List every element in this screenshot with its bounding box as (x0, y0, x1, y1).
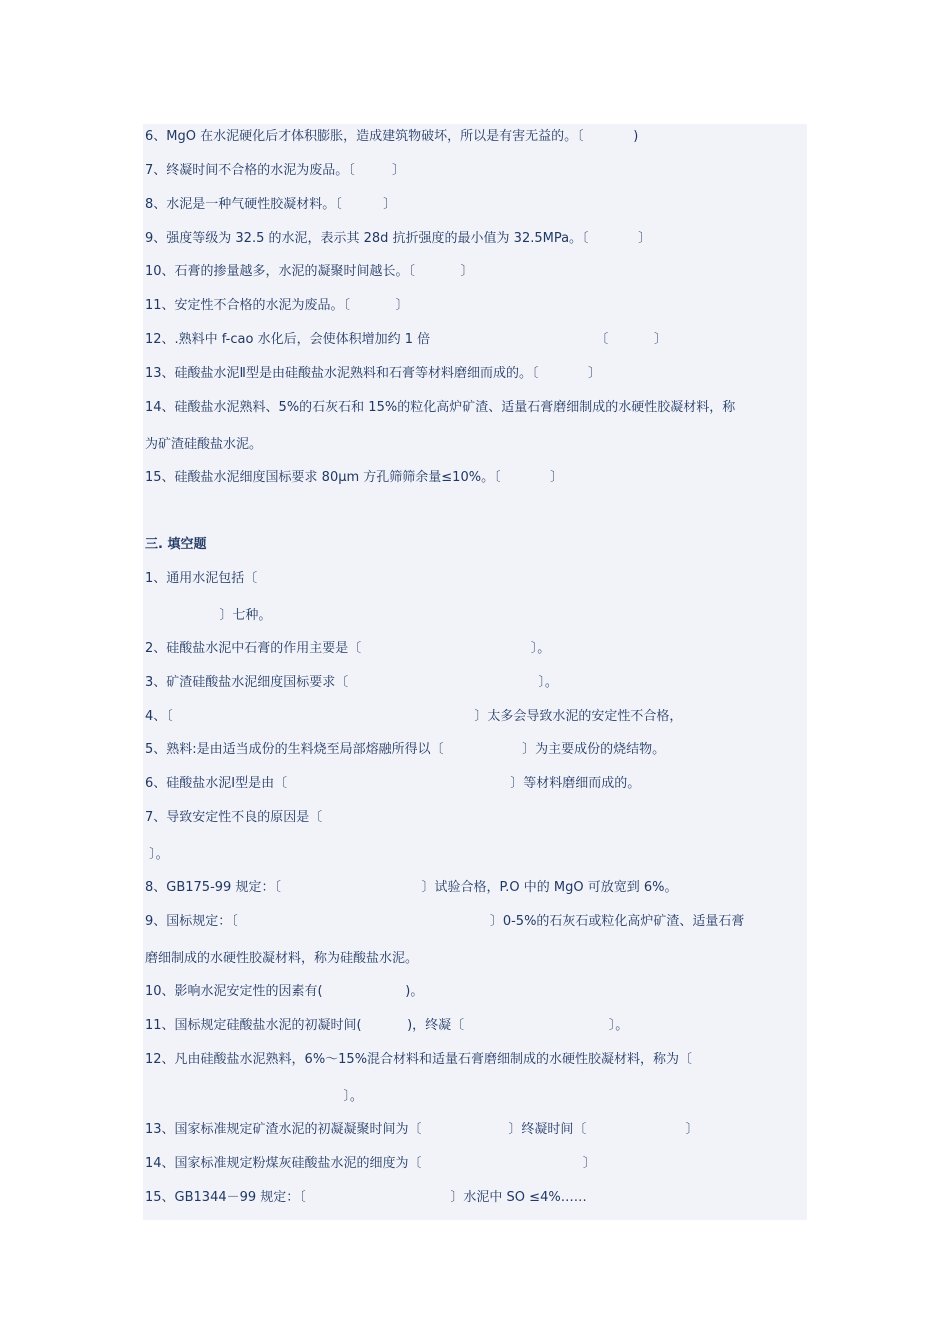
fill-question-4: 4、〔 〕太多会导致水泥的安定性不合格， (145, 709, 683, 724)
fill-question-6: 6、硅酸盐水泥Ⅰ型是由〔 〕等材料磨细而成的。 (145, 776, 641, 791)
fill-question-8: 8、GB175-99 规定：〔 〕试验合格，P.O 中的 MgO 可放宽到 6%。 (145, 880, 678, 895)
question-7: 7、终凝时间不合格的水泥为废品。〔 〕 (145, 163, 405, 178)
section-title: 三. 填空题 (145, 537, 207, 552)
fill-question-15: 15、GB1344－99 规定：〔 〕水泥中 SO ≤4%…… (145, 1190, 587, 1205)
fill-question-14: 14、国家标准规定粉煤灰硅酸盐水泥的细度为〔 〕 (145, 1156, 596, 1171)
fill-question-3: 3、矿渣硅酸盐水泥细度国标要求〔 〕。 (145, 675, 558, 690)
fill-question-9-continued: 磨细制成的水硬性胶凝材料，称为硅酸盐水泥。 (145, 951, 419, 966)
fill-question-2: 2、硅酸盐水泥中石膏的作用主要是〔 〕。 (145, 641, 551, 656)
question-15: 15、硅酸盐水泥细度国标要求 80μm 方孔筛筛余量≤10%。〔 〕 (145, 470, 564, 485)
question-9: 9、强度等级为 32.5 的水泥，表示其 28d 抗折强度的最小值为 32.5MPa。〔 〕 (145, 231, 652, 246)
fill-question-7-continued: 〕。 (145, 847, 169, 862)
question-8: 8、水泥是一种气硬性胶凝材料。〔 〕 (145, 197, 397, 212)
fill-question-7: 7、导致安定性不良的原因是〔 (145, 810, 323, 825)
question-14: 14、硅酸盐水泥熟料、5%的石灰石和 15%的粒化高炉矿渣、适量石膏磨细制成的水硬性胶凝材料，称 (145, 400, 736, 415)
question-13: 13、硅酸盐水泥Ⅱ型是由硅酸盐水泥熟料和石膏等材料磨细而成的。〔 〕 (145, 366, 602, 381)
fill-question-5: 5、熟料:是由适当成份的生料烧至局部熔融所得以〔 〕为主要成份的烧结物。 (145, 742, 666, 757)
question-11: 11、安定性不合格的水泥为废品。〔 〕 (145, 298, 409, 313)
fill-question-10: 10、影响水泥安定性的因素有( )。 (145, 984, 424, 999)
question-10: 10、石膏的掺量越多，水泥的凝聚时间越长。〔 〕 (145, 264, 474, 279)
question-12: 12、.熟料中 f-cao 水化后，会使体积增加约 1 倍 〔 〕 (145, 332, 667, 347)
question-6: 6、MgO 在水泥硬化后才体积膨胀，造成建筑物破坏，所以是有害无益的。〔 ) (145, 129, 639, 144)
fill-question-1: 1、通用水泥包括〔 (145, 571, 258, 586)
fill-question-13: 13、国家标准规定矿渣水泥的初凝凝聚时间为〔 〕终凝时间〔 〕 (145, 1122, 699, 1137)
fill-question-12-continued: 〕。 (145, 1089, 363, 1104)
fill-question-11: 11、国标规定硅酸盐水泥的初凝时间( )，终凝〔 〕。 (145, 1018, 629, 1033)
fill-question-9: 9、国标规定：〔 〕0-5%的石灰石或粒化高炉矿渣、适量石膏 (145, 914, 745, 929)
fill-question-1-continued: 〕七种。 (145, 608, 272, 623)
question-14-continued: 为矿渣硅酸盐水泥。 (145, 437, 263, 452)
fill-question-12: 12、凡由硅酸盐水泥熟料，6%～15%混合材料和适量石膏磨细制成的水硬性胶凝材料，称为〔 (145, 1052, 693, 1067)
